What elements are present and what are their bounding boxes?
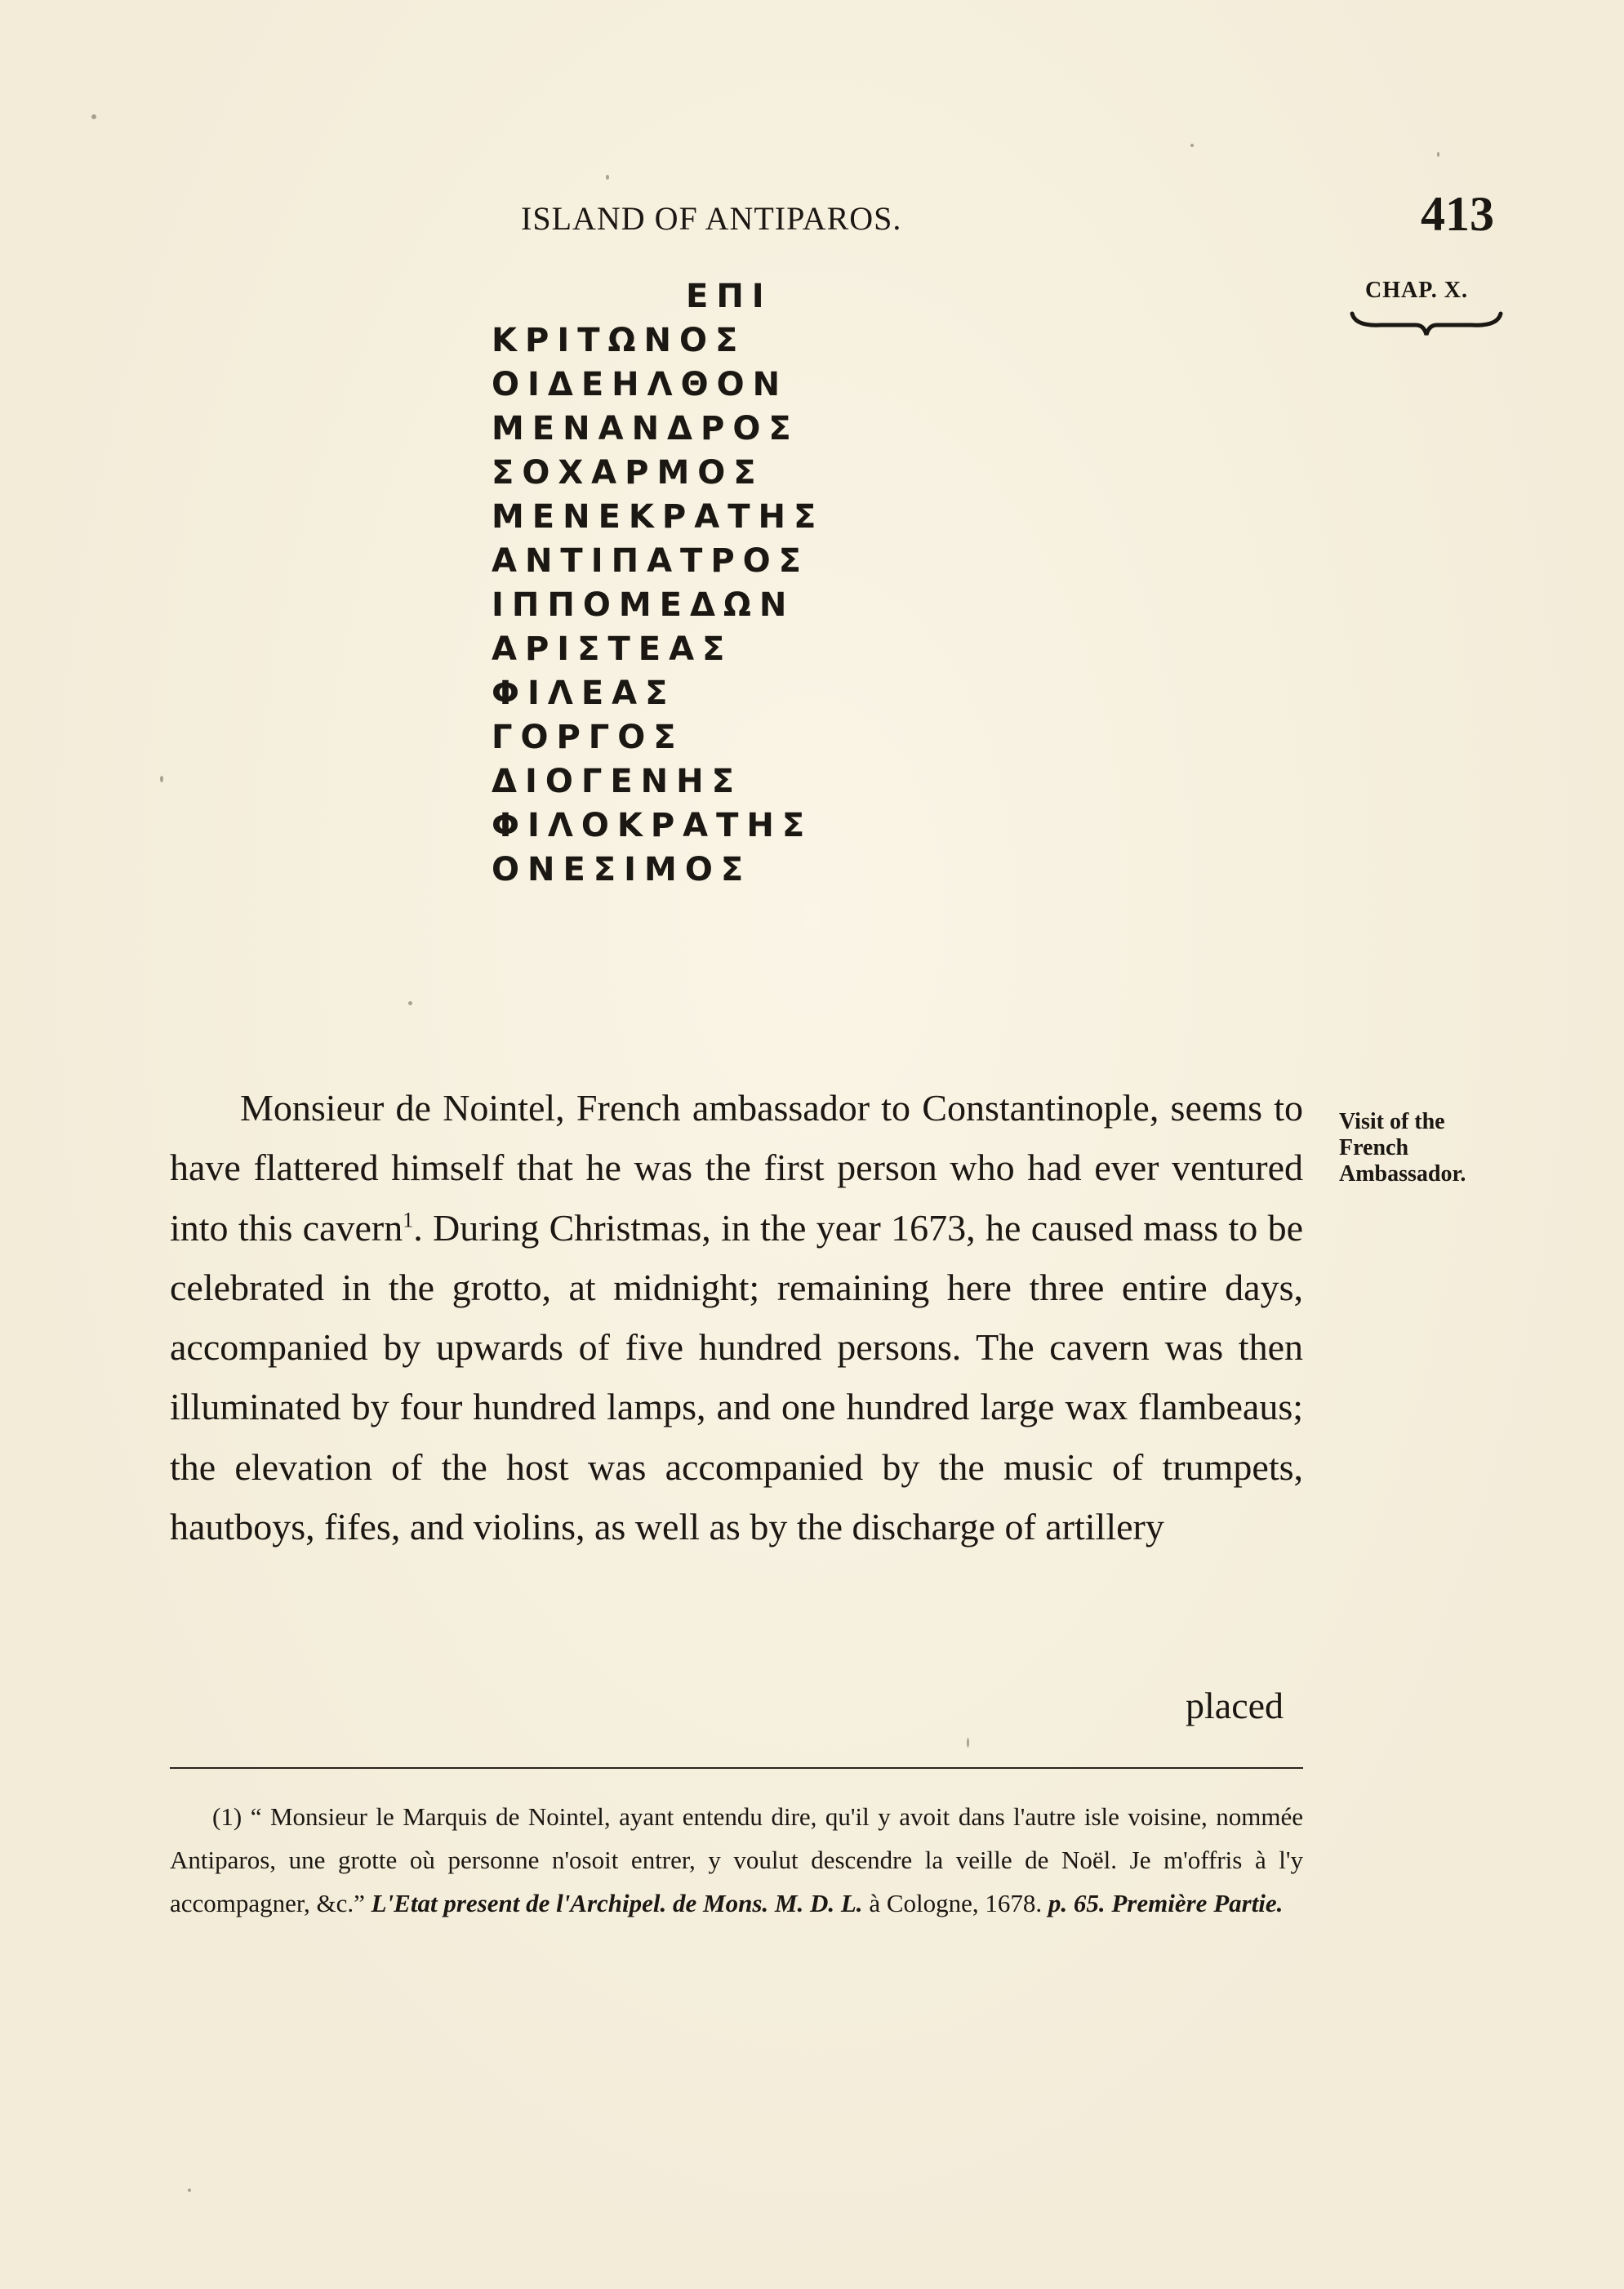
paper-speck [606,175,609,180]
paper-speck [188,2189,191,2192]
body-paragraph [170,1078,1303,1556]
catchword: placed [1186,1685,1284,1726]
marginal-note: Visit of the French Ambassador. [1339,1109,1466,1187]
inscription-line: ΦΙΛΟΚΡΑΤΗΣ [492,807,813,844]
paper-speck [967,1738,969,1748]
inscription-line: ΑΡΙΣΤΕΑΣ [492,630,733,668]
footnote-source-place: à Cologne, 1678. [869,1889,1043,1917]
inscription-line: ΚΡΙΤΩΝΟΣ [492,322,746,359]
footnote-marker: (1) [212,1802,242,1831]
chapter-marginal-heading: CHAP. X. [1365,278,1468,303]
footnote-quote: “ Monsieur le Marquis de Nointel, ayant entendu dire, qu'il y avoit dans l'autre isle voisine, nommée Antiparos, une grotte où personne n'osoit entrer, y voulut descendre la veille de Noël. Je m'offris à l'y accompagner, &c.” [170,1802,1304,1917]
footnote-reference: 1 [403,1208,414,1232]
footnote-source-title: L'Etat present de l'Archipel. de Mons. M. D. L. [371,1889,863,1917]
page-number: 413 [1421,187,1494,241]
inscription-line: ΜΕΝΑΝΔΡΟΣ [492,410,799,448]
inscription-line: ΑΝΤΙΠΑΤΡΟΣ [492,542,809,580]
inscription-line: ΦΙΛΕΑΣ [492,675,676,712]
inscription-line: ΙΠΠΟΜΕΔΩΝ [492,586,795,624]
paper-speck [91,114,96,119]
brace-ornament-icon [1349,310,1504,338]
inscription-line: ΜΕΝΕΚΡΑΤΗΣ [492,498,825,536]
inscription-line: ΔΙΟΓΕΝΗΣ [492,763,742,800]
running-title: ISLAND OF ANTIPAROS. [521,200,902,237]
inscription-line: ΣΟΧΑΡΜΟΣ [492,454,764,492]
paper-speck [160,776,163,782]
inscription-line: ΟΝΕΣΙΜΟΣ [492,851,752,888]
body-text-before-note: Monsieur de Nointel, French ambassador to Constantinople, seems to have flattered himself that he was the first person who had ever ventured into this cavern [170,1087,1303,1249]
inscription-line: ΟΙΔΕΗΛΘΟΝ [492,366,789,403]
inscription-line: ΓΟΡΓΟΣ [492,719,684,756]
body-text-after-note: . During Christmas, in the year 1673, he caused mass to be celebrated in the grotto, at midnight; remaining here three entire days, accompanied by upwards of five hundred persons. The cavern was then illuminated by four hundred lamps, and one hundred large wax flambeaus; the elevation of the host was accompanied by the music of trumpets, hautboys, fifes, and violins, as well as by the discharge of artillery [170,1206,1304,1548]
paper-speck [1190,144,1194,147]
footnote-source-page: p. 65. Première Partie. [1048,1889,1284,1917]
inscription-line: ΕΠΙ [686,278,772,315]
paper-speck [1437,152,1439,157]
paper-speck [408,1001,412,1005]
footnote-rule [170,1767,1303,1769]
greek-inscription [492,274,981,892]
footnote [170,1795,1303,1925]
